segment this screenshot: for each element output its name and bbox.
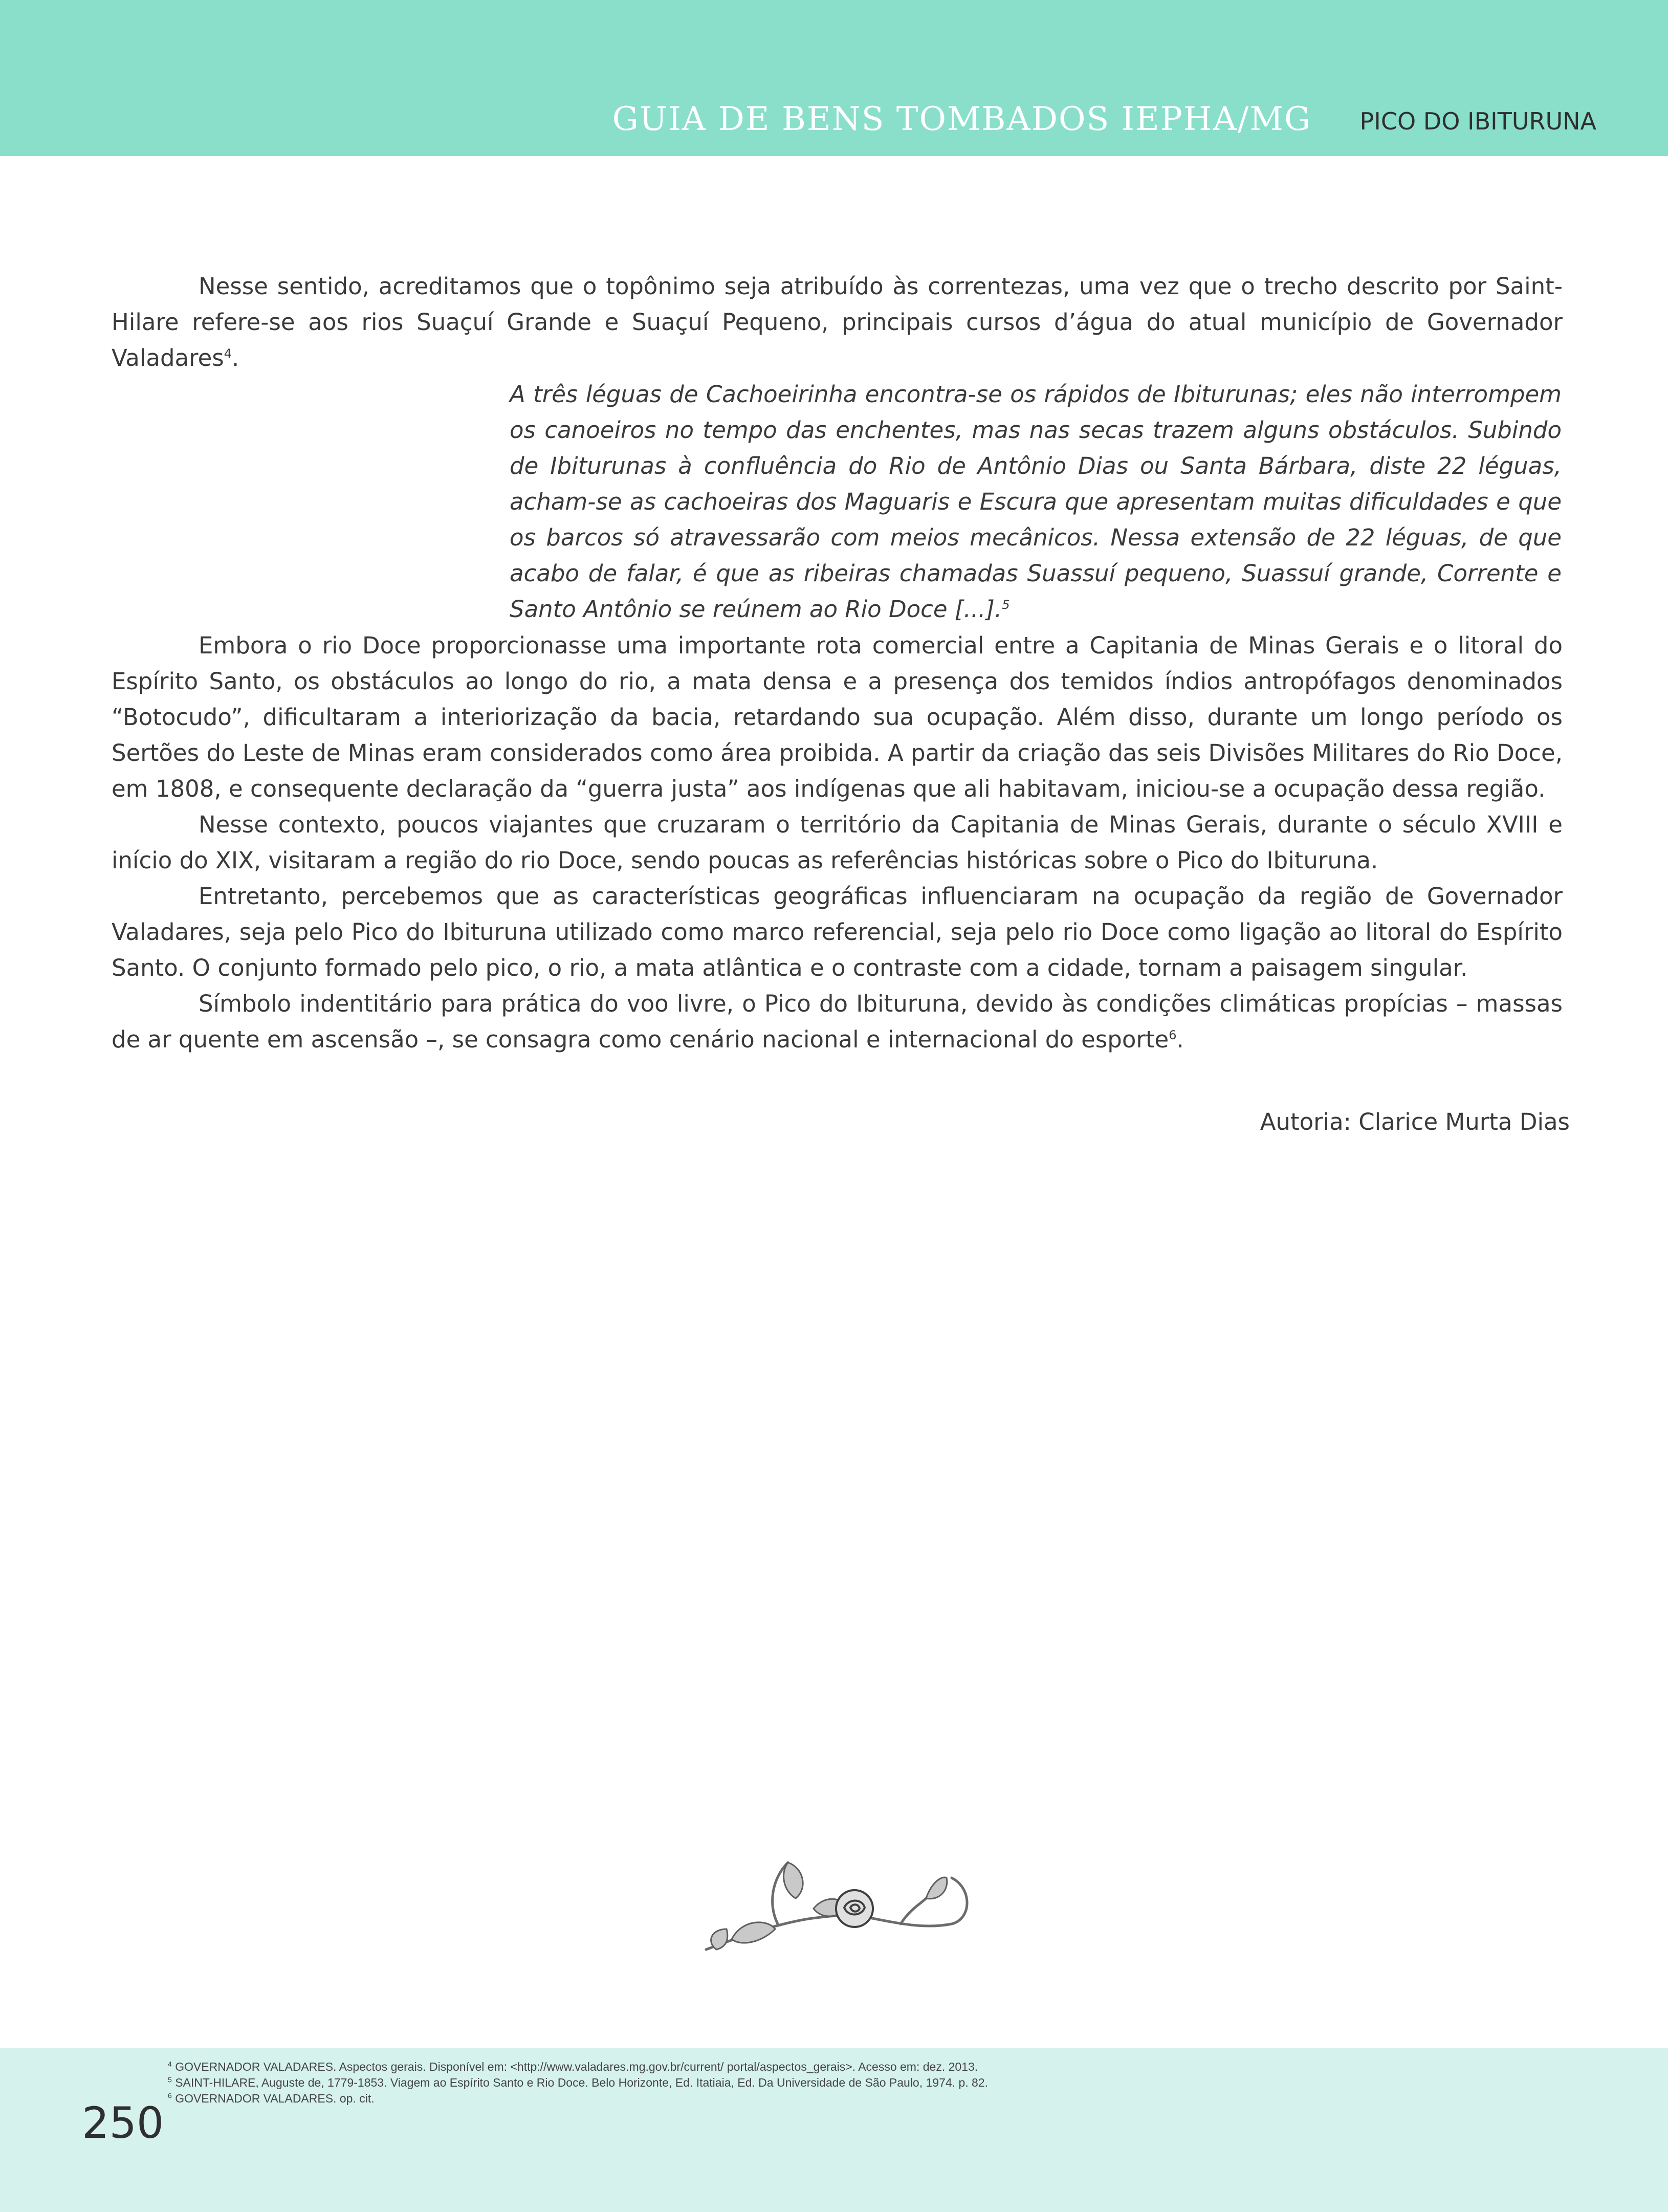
footnote: [168, 2091, 1549, 2107]
footnotes: [168, 2059, 1549, 2107]
footnote-text: GOVERNADOR VALADARES. Aspectos gerais. Disponível em: <http://www.valadares.mg.gov.br/current/ portal/aspectos_gerais>. Acesso em: dez. 2013.: [175, 2060, 978, 2073]
author-credit: Autoria: Clarice Murta Dias: [1260, 1108, 1570, 1135]
footnote: [168, 2059, 1549, 2075]
page-number: 250: [82, 2098, 164, 2148]
footnote-number: 6: [168, 2091, 172, 2100]
header-band: [0, 0, 1668, 156]
rose-ornament-icon: [686, 1847, 993, 1970]
paragraph: Nesse contexto, poucos viajantes que cruzaram o território da Capitania de Minas Gerais, durante o século XVIII e início do XIX, visitaram a região do rio Doce, sendo poucas as referências históricas sobre o Pico do Ibituruna.: [112, 811, 1563, 874]
footnote-text: GOVERNADOR VALADARES. op. cit.: [175, 2092, 375, 2105]
footnote-ref[interactable]: 4: [224, 346, 232, 361]
paragraph: Embora o rio Doce proporcionasse uma importante rota comercial entre a Capitania de Minas Gerais e o litoral do Espírito Santo, os obstáculos ao longo do rio, a mata densa e a presença dos temidos índios antropófagos denominados “Botocudo”, dificultaram a interiorização da bacia, retardando sua ocupação. Além disso, durante um longo período os Sertões do Leste de Minas eram considerados como área proibida. A partir da criação das seis Divisões Militares do Rio Doce, em 1808, e consequente declaração da “guerra justa” aos indígenas que ali habitavam, iniciou-se a ocupação dessa região.: [112, 632, 1563, 802]
quote-text: A três léguas de Cachoeirinha encontra-se os rápidos de Ibiturunas; eles não interrompem os canoeiros no tempo das enchentes, mas nas secas trazem alguns obstáculos. Subindo de Ibiturunas à confluência do Rio de Antônio Dias ou Santa Bárbara, diste 22 léguas, acham-se as cachoeiras dos Maguaris e Escura que apresentam muitas dificuldades e que os barcos só atravessarão com meios mecânicos. Nessa extensão de 22 léguas, de que acabo de falar, é que as ribeiras chamadas Suassuí pequeno, Suassuí grande, Corrente e Santo Antônio se reúnem ao Rio Doce [...].: [510, 381, 1562, 623]
footnote-ref[interactable]: 5: [1002, 598, 1010, 612]
publication-title: GUIA DE BENS TOMBADOS IEPHA/MG: [612, 100, 1311, 138]
footnote: [168, 2075, 1549, 2091]
footnote-number: 5: [168, 2075, 172, 2084]
footnote-ref[interactable]: 6: [1169, 1028, 1177, 1042]
intro-paragraph: [112, 269, 1563, 376]
paragraph-text: Símbolo indentitário para prática do voo livre, o Pico do Ibituruna, devido às condições climáticas propícias – massas de ar quente em ascensão –, se consagra como cenário nacional e internacional do esporte: [112, 990, 1563, 1053]
paragraph-tail: .: [232, 344, 239, 371]
footnote-text: SAINT-HILARE, Auguste de, 1779-1853. Viagem ao Espírito Santo e Rio Doce. Belo Horizonte, Ed. Itatiaia, Ed. Da Universidade de São Paulo, 1974. p. 82.: [175, 2076, 988, 2089]
footnote-number: 4: [168, 2060, 172, 2068]
paragraph-text: Nesse sentido, acreditamos que o topônimo seja atribuído às correntezas, uma vez que o trecho descrito por Saint-Hilare refere-se aos rios Suaçuí Grande e Suaçuí Pequeno, principais cursos d’água do atual município de Governador Valadares: [112, 273, 1563, 371]
section-title: PICO DO IBITURUNA: [1359, 107, 1596, 135]
main-text: [112, 628, 1563, 1058]
block-quote: [510, 377, 1562, 627]
paragraph: [112, 986, 1563, 1058]
paragraph: Entretanto, percebemos que as características geográficas influenciaram na ocupação da região de Governador Valadares, seja pelo Pico do Ibituruna utilizado como marco referencial, seja pelo rio Doce como ligação ao litoral do Espírito Santo. O conjunto formado pelo pico, o rio, a mata atlântica e o contraste com a cidade, tornam a paisagem singular.: [112, 883, 1563, 981]
paragraph-tail: .: [1176, 1026, 1184, 1053]
